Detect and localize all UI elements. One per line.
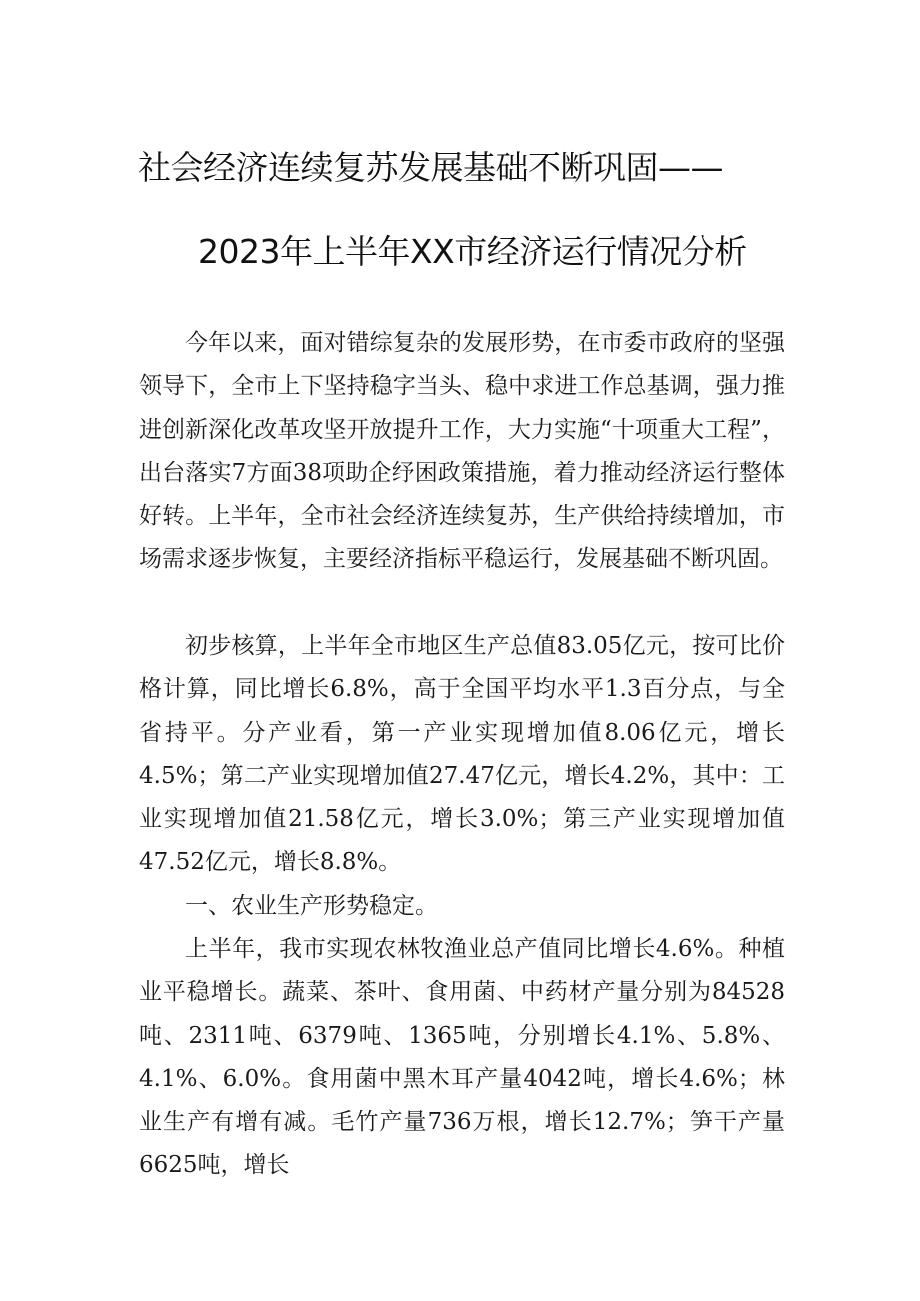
section-heading-text: 一、农业生产形势稳定。 (185, 893, 438, 919)
document-title-line-2: 2023年上半年XX市经济运行情况分析 (198, 232, 747, 271)
paragraph-text: 今年以来，面对错综复杂的发展形势，在市委市政府的坚强领导下，全市上下坚持稳字当头、稳中求进工作总基调，强力推进创新深化改革攻坚开放提升工作，大力实施“十项重大工程”，出台落实7方面38项助企纾困政策措施，着力推动经济运行整体好转。上半年，全市社会经济连续复苏，生产供给持续增加，市场需求逐步恢复，主要经济指标平稳运行，发展基础不断巩固。 (139, 330, 785, 573)
section-heading-agriculture (139, 885, 785, 928)
paragraph-text: 初步核算，上半年全市地区生产总值83.05亿元，按可比价格计算，同比增长6.8%，高于全国平均水平1.3百分点，与全省持平。分产业看，第一产业实现增加值8.06亿元，增长4.5%；第二产业实现增加值27.47亿元，增长4.2%，其中：工业实现增加值21.58亿元，增长3.0%；第三产业实现增加值47.52亿元，增长8.8%。 (139, 633, 785, 876)
document-title-line-1: 社会经济连续复苏发展基础不断巩固—— (138, 148, 723, 187)
paragraph-text: 上半年，我市实现农林牧渔业总产值同比增长4.6%。种植业平稳增长。蔬菜、茶叶、食用菌、中药材产量分别为84528吨、2311吨、6379吨、1365吨，分别增长4.1%、5.8%、4.1%、6.0%。食用菌中黑木耳产量4042吨，增长4.6%；林业生产有增有减。毛竹产量736万根，增长12.7%；笋干产量6625吨，增长 (139, 936, 785, 1179)
paragraph-agriculture (139, 928, 785, 1188)
paragraph-intro (139, 322, 785, 582)
paragraph-gdp (139, 625, 785, 885)
